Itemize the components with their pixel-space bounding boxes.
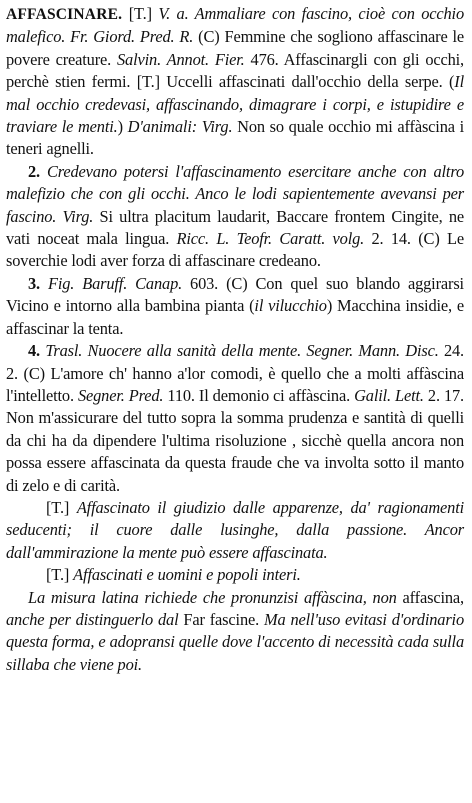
example-text: Con quel suo blando aggirarsi Vicino e intorno alla bambina pianta ( [6, 273, 464, 316]
tag-marker: [T.] [46, 565, 70, 585]
sense-number: 4. [28, 341, 40, 361]
example-text: Le soverchie lodi aver forza di affascinare credeano. [6, 229, 465, 271]
tag-marker: [T.] [136, 72, 160, 92]
entry-tagged-note-2 [6, 564, 464, 586]
example-text: 2. 17. Non m'assicurare del tutto sopra la somma prudenza e santità di quelli da chi ha da dipendere l'ultima risoluzione , sicchè quella ancora non possa essere affascinata da questa fraude che va involta sotto il manto di zelo e di carità. [6, 385, 464, 495]
source-marker: (C) [198, 27, 220, 47]
example-word: Far fascine. [183, 609, 260, 629]
example-text: ) Macchina insidie, e affascinar la tenta. [6, 296, 464, 338]
example-text: Si ultra placitum laudarit, Baccare frontem Cingite, ne vati noceat mala lingua. [6, 206, 464, 249]
citation-ref: 603. [190, 273, 219, 293]
note-text: il vilucchio [254, 296, 327, 316]
note-text: anche per distinguerlo dal [6, 609, 179, 629]
note-text: Il mal occhio credevasi, affascinando, dimagrare i corpi, e istupidire e traviare le menti. [6, 72, 464, 137]
tag-marker: [T.] [46, 497, 70, 517]
citation-ref: 24. 2. [6, 341, 465, 383]
sense-number: 3. [28, 273, 40, 293]
example-text: L'amore ch' hanno a'lor comodi, è quello che a molti affàscina l'intelletto. [6, 363, 464, 405]
source-citation: Fig. Baruff. Canap. [47, 273, 183, 293]
source-citation: Ricc. L. Teofr. Caratt. volg. [176, 229, 365, 249]
example-text: Uccelli affascinati dall'occhio della serpe. ( [166, 72, 455, 92]
source-citation: Galil. Lett. [354, 385, 424, 405]
paren-close: ) [117, 117, 123, 137]
entry-tagged-note-1 [6, 497, 464, 564]
citation-ref: 2. 14. [371, 229, 411, 249]
example-text: Femmine che sogliono affascinare le povere creature. [6, 27, 465, 69]
source-citation: Segner. Pred. [77, 385, 164, 405]
example-text: 110. Il demonio ci affàscina. [167, 385, 351, 405]
source-marker: (C) [226, 273, 248, 293]
tag-marker: [T.] [128, 4, 152, 23]
source-marker: (C) [418, 229, 440, 249]
headword: AFFASCINARE. [6, 6, 123, 23]
source-marker: (C) [23, 363, 45, 383]
example-text: Non so quale occhio mi affàscina i teneri agnelli. [6, 117, 464, 159]
sense-text: Trasl. Nuocere alla sanità della mente. Segner. Mann. Disc. [45, 341, 439, 361]
note-text: Ma nell'uso evitasi d'ordinario questa forma, e adopransi quelle dove l'accento di necessità cada sulla sillaba che viene poi. [6, 609, 465, 674]
example-text: 476. Affascinargli con gli occhi, perchè stien fermi. [6, 49, 465, 92]
source-citation: Salvin. Annot. Fier. [117, 49, 245, 69]
definition-text: V. a. Ammaliare con fascino, cioè con occhio malefico. Fr. Giord. Pred. R. [6, 4, 465, 47]
example-word: affascina, [402, 587, 464, 607]
source-citation: D'animali: Virg. [127, 117, 233, 137]
entry-sense-4 [6, 340, 464, 497]
sense-text: Credevano potersi l'affascinamento esercitare anche con altro malefizio che con gli occhi. Anco le lodi sapientemente avevansi per fascino. Virg. [6, 161, 464, 226]
entry-sense-2 [6, 161, 464, 273]
entry-sense-3 [6, 273, 464, 340]
note-text: La misura latina richiede che pronunzisi affàscina, non [28, 587, 397, 607]
entry-pronunciation-note [6, 587, 464, 677]
note-text: Affascinato il giudizio dalle apparenze, da' ragionamenti seducenti; il cuore dalle lusinghe, dalla passione. Ancor dall'ammirazione la mente può essere affascinata. [6, 497, 464, 562]
sense-number: 2. [28, 161, 40, 181]
note-text: Affascinati e uomini e popoli interi. [73, 565, 301, 585]
entry-definition-main [6, 3, 464, 161]
